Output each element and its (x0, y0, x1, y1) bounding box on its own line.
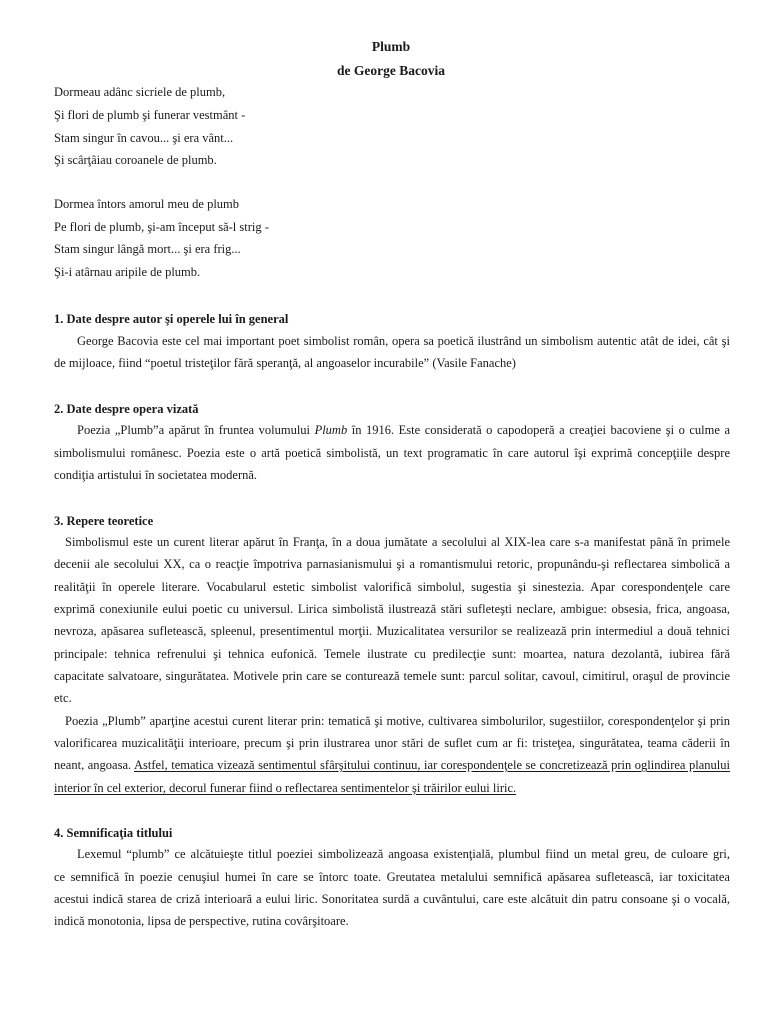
paragraph-line: realităţii în operele literare. Vocabularul estetic simbolist valorifică simbolul, sugestia şi sinestezia. Apar corespondenţele care (54, 580, 730, 594)
poem-author: de George Bacovia (337, 63, 445, 78)
paragraph-line: etc. (54, 691, 72, 705)
paragraph-line: exprimă conexiunile eului poetic cu universul. Lirica simbolistă ilustrează stări sufleteşti neclare, ambigue: obsesia, frica, angoasa, (54, 602, 730, 616)
verse-line: Dormea întors amorul meu de plumb (54, 197, 240, 211)
section-heading: 4. Semnificaţia titlului (54, 826, 173, 840)
poem-title: Plumb (371, 39, 411, 54)
verse-line: Pe flori de plumb, şi-am început să-l strig - (54, 220, 269, 234)
section-heading: 3. Repere teoretice (54, 514, 154, 528)
verse-line: Şi-i atârnau aripile de plumb. (54, 265, 201, 279)
verse-line: Stam singur în cavou... şi era vânt... (54, 131, 234, 145)
paragraph-line: condiţia artistului în societatea modernă. (54, 468, 258, 482)
paragraph-line: Poezia „Plumb” aparţine acestui curent literar prin: tematică şi motive, cultivarea simbolurilor, sugestiilor, corespondenţelor şi prin (65, 714, 730, 728)
volume-title: Plumb (314, 423, 348, 437)
paragraph-line: simbolismului românesc. Poezia este o artă poetică simbolistă, un text programatic în care autorul îşi exprimă concepţiile despre (54, 446, 730, 460)
section-heading: 1. Date despre autor şi operele lui în general (54, 312, 289, 326)
paragraph-line: George Bacovia este cel mai important poet simbolist român, opera sa poetică ilustrând un simbolism autentic atât de idei, cât şi (77, 334, 730, 348)
section-heading: 2. Date despre opera vizată (54, 402, 199, 416)
paragraph-line: Poezia „Plumb”a apărut în fruntea volumului Plumb în 1916. Este considerată o capodoperă a creaţiei bacoviene şi o culme a (77, 423, 730, 437)
paragraph-line: acestui indică starea de criză interioară a eului liric. Sonoritatea surdă a cuvântului, care este alcătuit din patru consoane şi o vocală, (54, 892, 730, 906)
paragraph-line: Simbolismul este un curent literar apărut în Franţa, în a doua jumătate a secolului al XIX-lea care s-a manifestat până în primele (65, 535, 730, 549)
paragraph-line: principale: tehnica refrenului şi tehnica eufonică. Temele ilustrate cu predilecţie sunt: moartea, natura dezolantă, iubirea fără (54, 647, 730, 661)
paragraph-line: capacitate salvatoare, singurătatea. Motivele prin care se conturează temele sunt: parcul solitar, cavoul, cimitirul, oraşul de provincie (54, 669, 730, 683)
verse-line: Stam singur lângă mort... şi era frig... (54, 242, 241, 256)
paragraph-line (54, 780, 730, 796)
paragraph-line: nevroza, apăsarea sufletească, spleenul, presentimentul morţii. Muzicalitatea versurilor se realizează prin intermediul a două tehnici (54, 624, 730, 638)
verse-line: Şi scârţâiau coroanele de plumb. (54, 153, 217, 167)
underlined-text: interior în cel exterior, decorul funerar fiind o reflectarea sentimentelor şi trăirilor eului liric. (54, 781, 517, 795)
underlined-text: Astfel, tematica vizează sentimentul sfârşitului continuu, iar corespondenţele se concretizează prin oglindirea planului (134, 758, 730, 772)
paragraph-line: ce semnifică în poezie cenuşiul humei în care se întorc toate. Greutatea metalului semnifică apăsarea sufletească, iar toxicitatea (54, 870, 730, 884)
paragraph-line: indică monotonia, lipsa de perspective, rutina covârşitoare. (54, 914, 349, 928)
paragraph-line: de mijloace, fiind “poetul tristeţilor fără speranţă, al angoaselor incurabile” (Vasile Fanache) (54, 356, 516, 370)
verse-line: Dormeau adânc sicriele de plumb, (54, 85, 226, 99)
paragraph-line: Lexemul “plumb” ce alcătuieşte titlul poeziei simbolizează angoasa existenţială, plumbul fiind un metal greu, de culoare gri, (77, 847, 730, 861)
paragraph-line: decenii ale secolului XX, ca o reacţie împotriva parnasianismului şi a romantismului retoric, propunându-şi reflectarea simbolică a (54, 557, 730, 571)
paragraph-line: valorificarea muzicalităţii interioare, precum şi prin ilustrarea unor stări de suflet cum ar fi: tristeţea, singurătatea, teama căderii în (54, 736, 730, 750)
paragraph-line: neant, angoasa. Astfel, tematica vizează sentimentul sfârşitului continuu, iar corespondenţele se concretizează prin oglindirea planului (54, 758, 730, 772)
verse-line: Şi flori de plumb şi funerar vestmânt - (54, 108, 246, 122)
